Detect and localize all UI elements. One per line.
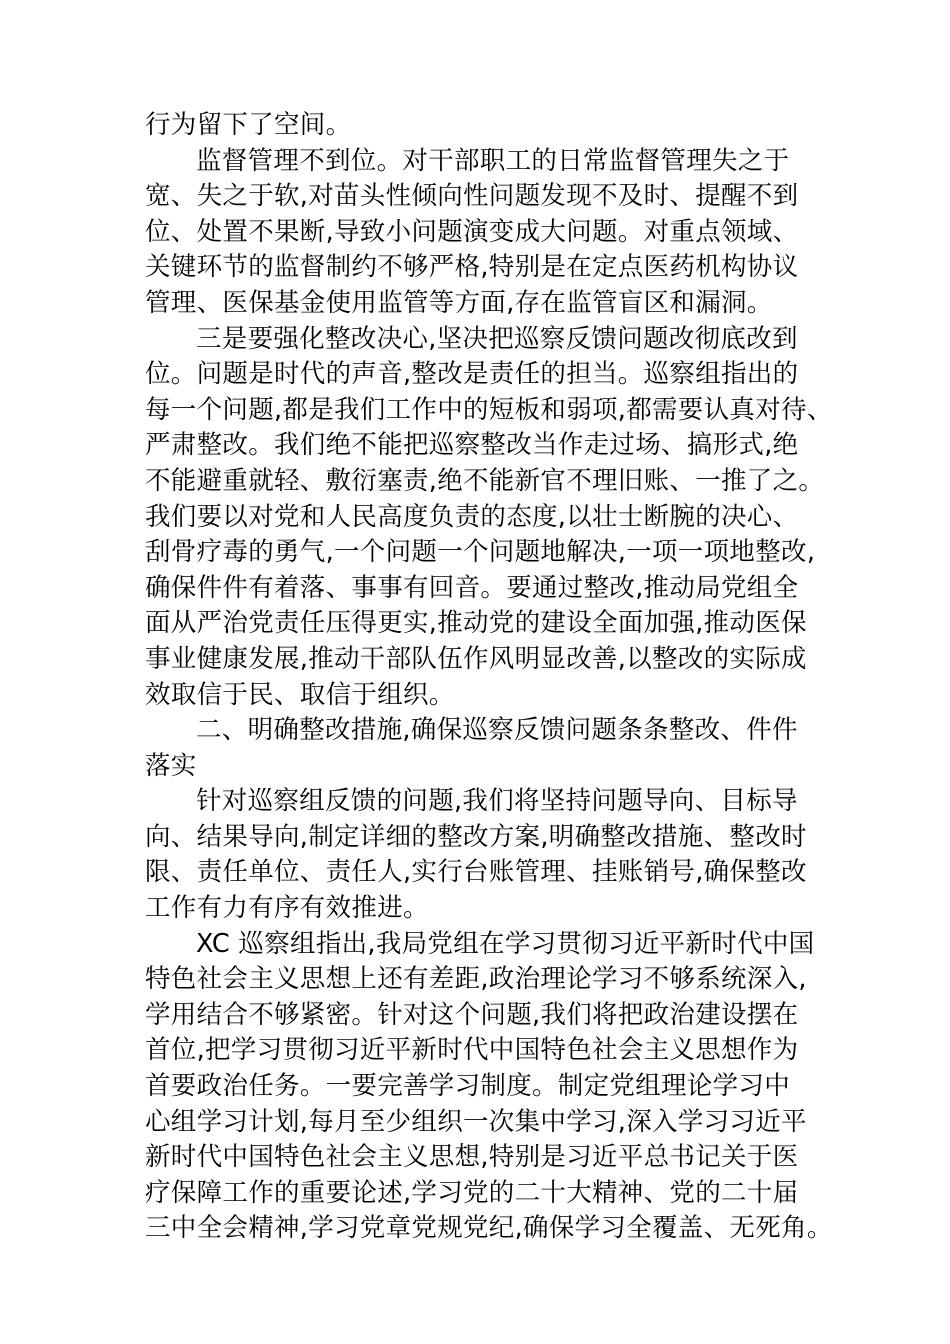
text-line: 三是要强化整改决心,坚决把巡察反馈问题改彻底改到: [196, 323, 798, 354]
text-line: 关键环节的监督制约不够严格,特别是在定点医药机构协议: [145, 252, 799, 283]
text-line: 三中全会精神,学习党章党规党纪,确保学习全覆盖、无死角。: [145, 1213, 833, 1244]
heading-line: 二、明确整改措施,确保巡察反馈问题条条整改、件件: [196, 715, 798, 746]
paragraph-supervision: [145, 144, 815, 322]
text-line: 严肃整改。我们绝不能把巡察整改当作走过场、搞形式,绝: [145, 430, 799, 461]
text-line: 特色社会主义思想上还有差距,政治理论学习不够系统深入,: [145, 964, 807, 995]
text-line: 宽、失之于软,对苗头性倾向性问题发现不及时、提醒不到: [145, 181, 799, 212]
text-line: 位、处置不果断,导致小问题演变成大问题。对重点领域、: [145, 216, 799, 247]
text-line: 面从严治党责任压得更实,推动党的建设全面加强,推动医保: [145, 608, 807, 639]
text-line: 首位,把学习贯彻习近平新时代中国特色社会主义思想作为: [145, 1035, 799, 1066]
text-line: 疗保障工作的重要论述,学习党的二十大精神、党的二十届: [145, 1177, 799, 1208]
text-line: 心组学习计划,每月至少组织一次集中学习,深入学习习近平: [145, 1106, 807, 1137]
document-body: [145, 108, 833, 1247]
text-line: 位。问题是时代的声音,整改是责任的担当。巡察组指出的: [145, 359, 799, 390]
paragraph-rectification-resolve: [145, 322, 833, 714]
section-heading: [145, 713, 815, 784]
text-line: 行为留下了空间。: [145, 110, 352, 140]
text-line: 学用结合不够紧密。针对这个问题,我们将把政治建设摆在: [145, 999, 799, 1030]
text-line: 限、责任单位、责任人,实行台账管理、挂账销号,确保整改: [145, 857, 807, 888]
text-line: 管理、医保基金使用监管等方面,存在监管盲区和漏洞。: [145, 287, 773, 318]
heading-line: 落实: [145, 750, 197, 781]
paragraph-political-study: [145, 927, 833, 1247]
text-line: 不能避重就轻、敷衍塞责,绝不能新官不理旧账、一推了之。: [145, 465, 825, 496]
text-line: 事业健康发展,推动干部队伍作风明显改善,以整改的实际成: [145, 643, 807, 674]
paragraph-rectification-plan: [145, 784, 815, 926]
text-line: 新时代中国特色社会主义思想,特别是习近平总书记关于医: [145, 1142, 799, 1173]
text-line: 每一个问题,都是我们工作中的短板和弱项,都需要认真对待、: [145, 394, 833, 425]
text-line: 向、结果导向,制定详细的整改方案,明确整改措施、整改时: [145, 821, 807, 852]
text-line: 效取信于民、取信于组织。: [145, 679, 455, 710]
paragraph-continuation: [145, 108, 815, 144]
text-line: 首要政治任务。一要完善学习制度。制定党组理论学习中: [145, 1071, 791, 1102]
text-line: 针对巡察组反馈的问题,我们将坚持问题导向、目标导: [196, 786, 798, 817]
text-line: 我们要以对党和人民高度负责的态度,以壮士断腕的决心、: [145, 501, 799, 532]
text-line: 刮骨疗毒的勇气,一个问题一个问题地解决,一项一项地整改,: [145, 537, 816, 568]
text-line: 监督管理不到位。对干部职工的日常监督管理失之于: [196, 145, 790, 176]
text-line: 工作有力有序有效推进。: [145, 893, 429, 924]
text-line: XC 巡察组指出,我局党组在学习贯彻习近平新时代中国: [196, 928, 815, 959]
text-line: 确保件件有着落、事事有回音。要通过整改,推动局党组全: [145, 572, 799, 603]
